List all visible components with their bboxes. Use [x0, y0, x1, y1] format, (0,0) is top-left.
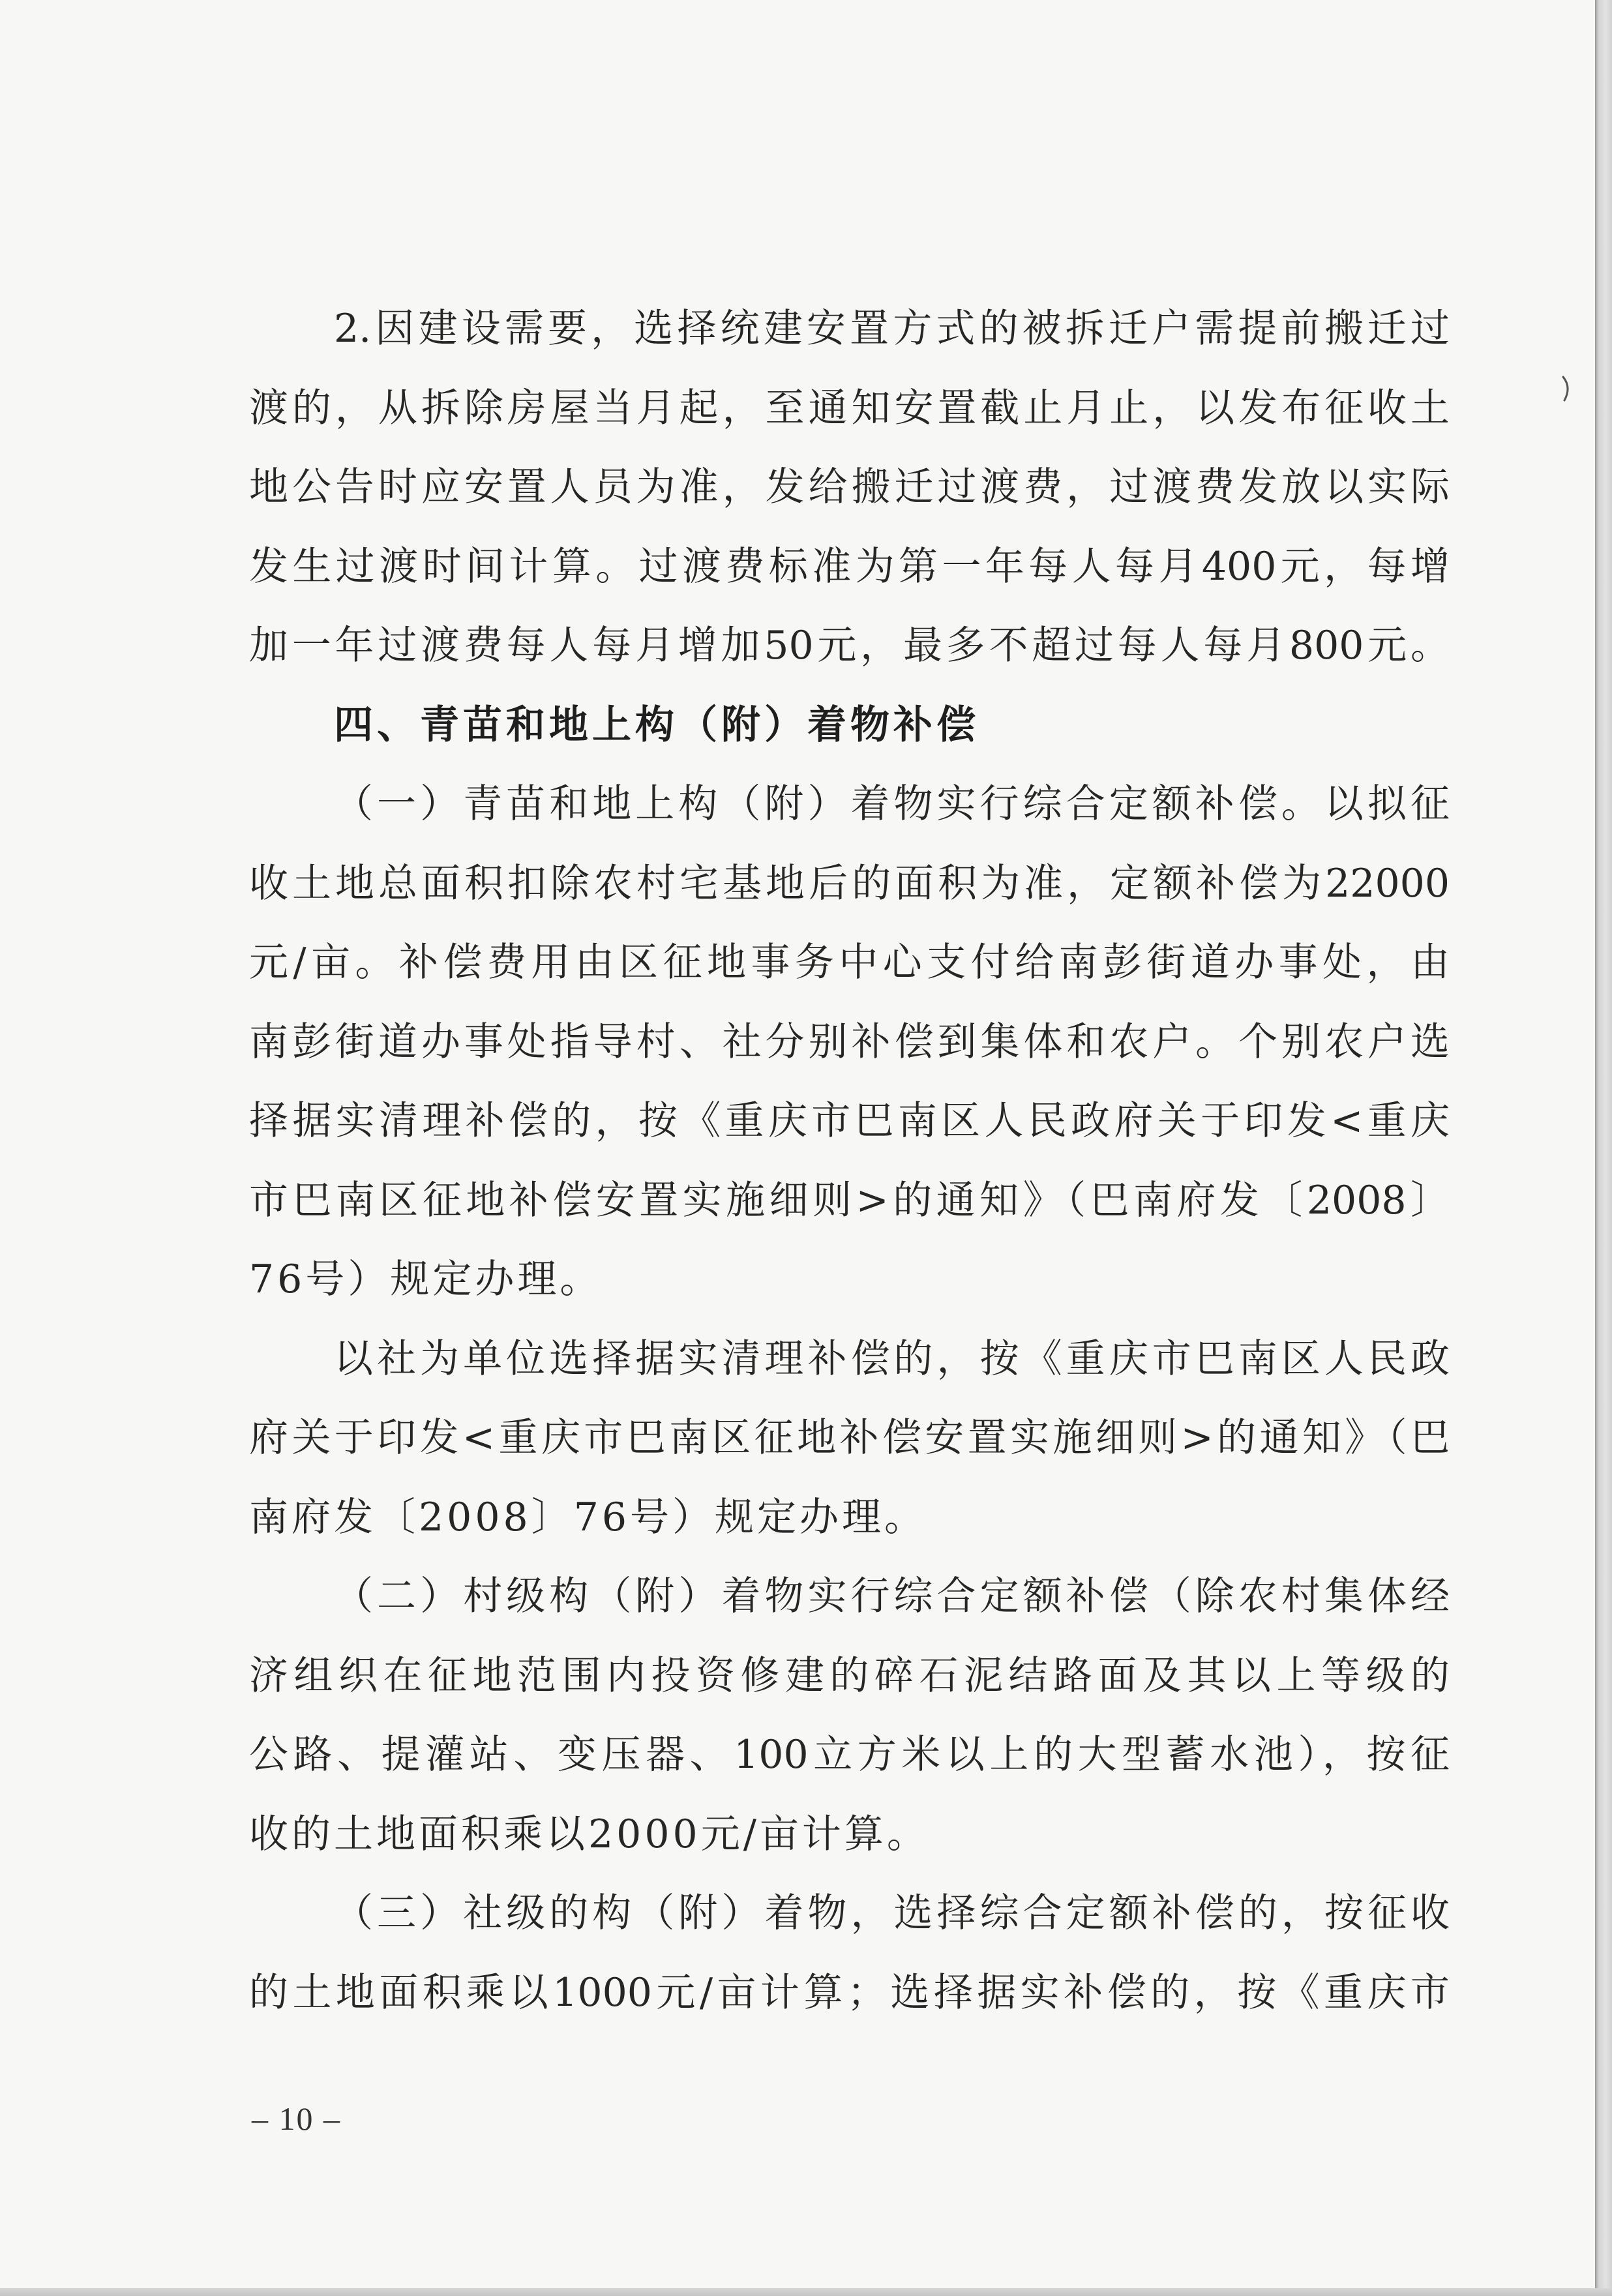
text-line: 76号）规定办理。	[249, 1257, 603, 1302]
text-line: 元/亩。补偿费用由区征地事务中心支付给南彭街道办事处，由	[249, 940, 1450, 985]
paragraph-item-three	[249, 1874, 1450, 2033]
scan-edge-bottom	[0, 2288, 1612, 2296]
text-line: 渡的，从拆除房屋当月起，至通知安置截止月止，以发布征收土	[249, 385, 1450, 431]
paragraph-item-two	[249, 1557, 1450, 1874]
text-line: 的土地面积乘以1000元/亩计算；选择据实补偿的，按《重庆市	[249, 1969, 1450, 2016]
text-line: 以社为单位选择据实清理补偿的，按《重庆市巴南区人民政	[334, 1335, 1450, 1382]
paragraph-item-one	[249, 765, 1450, 1320]
body-text	[249, 290, 1450, 2033]
page-number: – 10 –	[252, 2100, 341, 2137]
text-line: （三）社级的构（附）着物，选择综合定额补偿的，按征收	[334, 1890, 1450, 1936]
text-line: 发生过渡时间计算。过渡费标准为第一年每人每月400元，每增	[249, 543, 1450, 589]
text-line: 收土地总面积扣除农村宅基地后的面积为准，定额补偿为22000	[249, 860, 1450, 906]
text-line: 南彭街道办事处指导村、社分别补偿到集体和农户。个别农户选	[249, 1019, 1450, 1065]
text-line: 济组织在征地范围内投资修建的碎石泥结路面及其以上等级的	[249, 1652, 1450, 1699]
text-line: 公路、提灌站、变压器、100立方米以上的大型蓄水池），按征	[249, 1732, 1450, 1778]
paragraph-relocation-transition-fee	[249, 290, 1450, 686]
text-line: （二）村级构（附）着物实行综合定额补偿（除农村集体经	[334, 1573, 1450, 1619]
text-line: （一）青苗和地上构（附）着物实行综合定额补偿。以拟征	[334, 781, 1450, 827]
scan-artifact-mark	[1560, 376, 1574, 402]
text-line: 南府发〔2008〕76号）规定办理。	[249, 1494, 927, 1540]
text-line: 收的土地面积乘以2000元/亩计算。	[249, 1811, 929, 1857]
text-line: 地公告时应安置人员为准，发给搬迁过渡费，过渡费发放以实际	[249, 464, 1450, 510]
section-heading: 四、青苗和地上构（附）着物补偿	[334, 702, 979, 748]
text-line: 府关于印发<重庆市巴南区征地补偿安置实施细则>的通知》（巴	[249, 1415, 1450, 1461]
paragraph-community-unit	[249, 1320, 1450, 1558]
text-line: 择据实清理补偿的，按《重庆市巴南区人民政府关于印发<重庆	[249, 1098, 1450, 1144]
text-line: 加一年过渡费每人每月增加50元，最多不超过每人每月800元。	[249, 623, 1450, 668]
text-line: 市巴南区征地补偿安置实施细则>的通知》（巴南府发〔2008〕	[249, 1177, 1450, 1223]
text-line: 2.因建设需要，选择统建安置方式的被拆迁户需提前搬迁过	[334, 306, 1450, 351]
scan-edge-right	[1595, 0, 1612, 2296]
